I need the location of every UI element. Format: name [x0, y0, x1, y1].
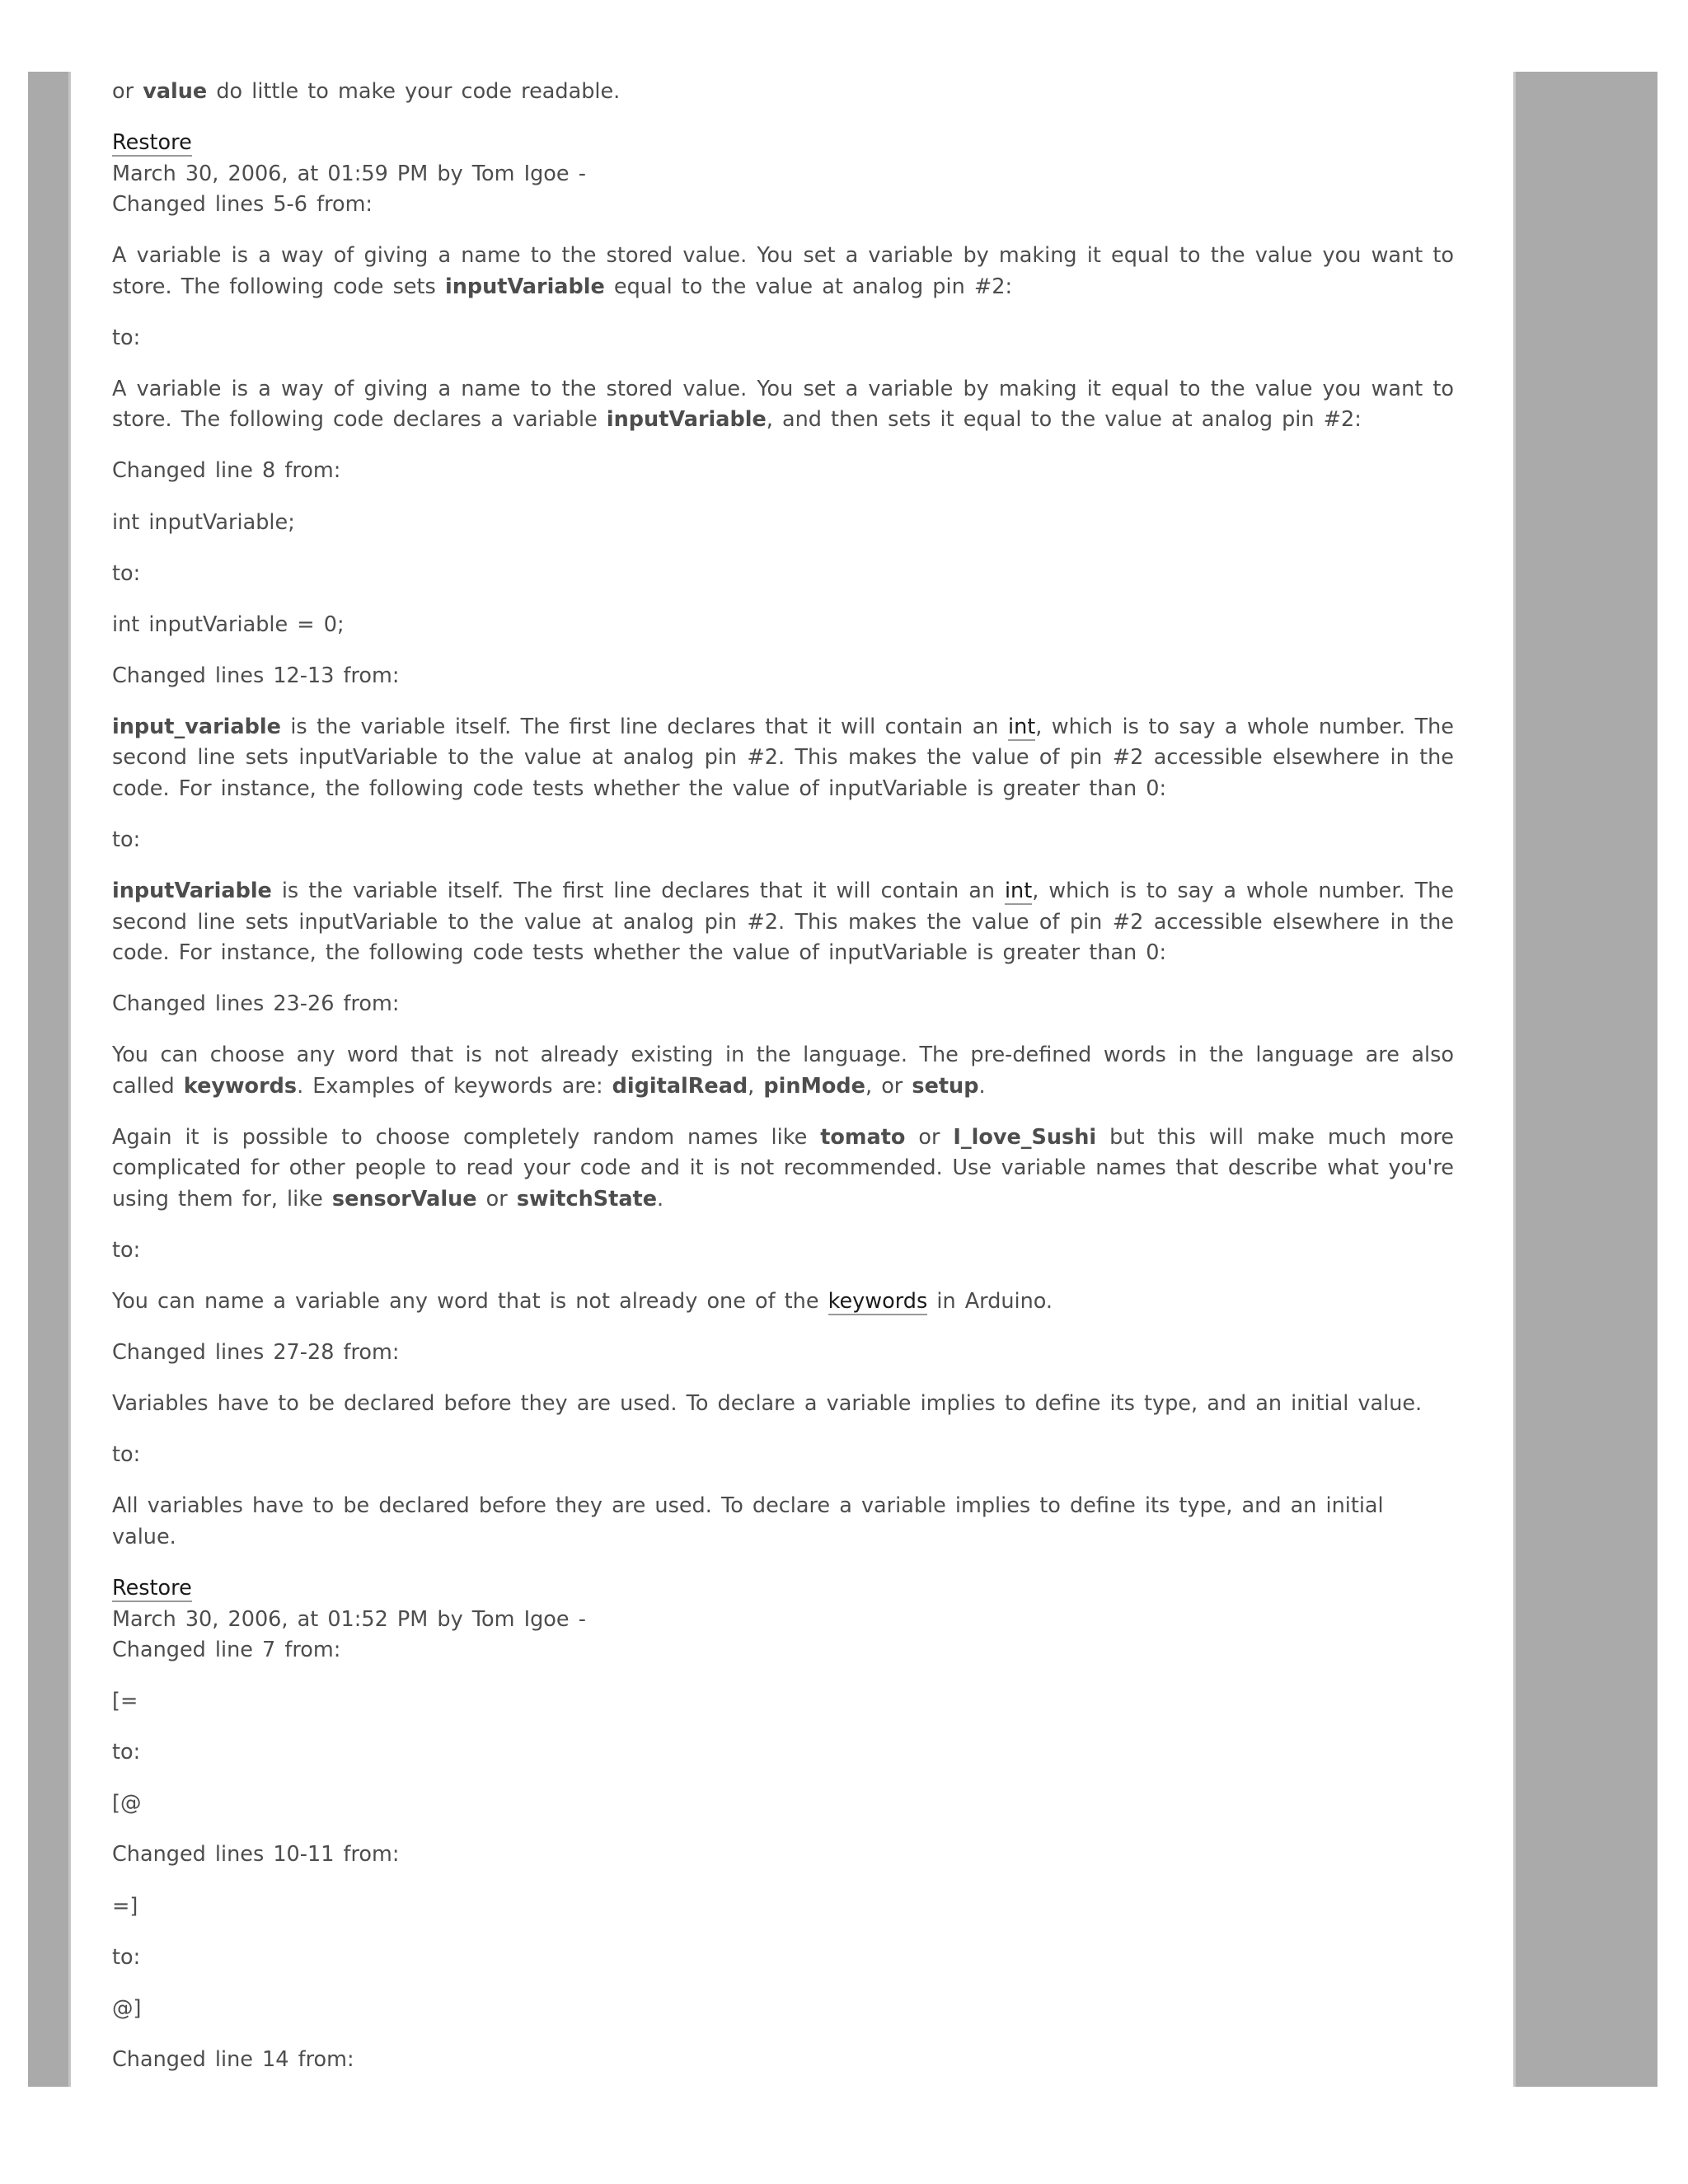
- to-label: to:: [112, 827, 141, 853]
- restore-link[interactable]: Restore: [112, 130, 192, 156]
- change-from-text: Again it is possible to choose completely random names like tomato or I_love_Sushi but this will make much more complicated for other people to read your code and it is not recommended. Use variable names that describe what you're using them for, like sensorValue or switchState.: [112, 1124, 1455, 1212]
- change-heading: Changed line 14 from:: [112, 2046, 354, 2072]
- change-from-text: input_variable is the variable itself. The first line declares that it will contain an int, which is to say a whole number. The second line sets inputVariable to the value at analog pin #2. This makes the value of pin #2 accessible elsewhere in the code. For instance, the following code tests whether the value of inputVariable is greater than 0:: [112, 714, 1454, 801]
- change-to-text: All variables have to be declared before they are used. To declare a variable implies to define its type, and an initial value.: [112, 1493, 1384, 1549]
- to-label: to:: [112, 1740, 141, 1765]
- revision-1-header: [112, 128, 1454, 221]
- left-sidebar: [28, 72, 71, 2087]
- restore-link[interactable]: Restore: [112, 1576, 192, 1601]
- change-to-text: inputVariable is the variable itself. The first line declares that it will contain an int, which is to say a whole number. The second line sets inputVariable to the value at analog pin #2. This makes the value of pin #2 accessible elsewhere in the code. For instance, the following code tests whether the value of inputVariable is greater than 0:: [112, 879, 1454, 966]
- to-label: to:: [112, 1442, 141, 1468]
- change-from-text: Variables have to be declared before they are used. To declare a variable implies to define its type, and an initial value.: [112, 1391, 1423, 1417]
- change-from-text: =]: [112, 1893, 138, 1919]
- change-from-text: You can choose any word that is not already existing in the language. The pre-defined words in the language are also called keywords. Examples of keywords are: digitalRead, pinMode, or setup.: [112, 1043, 1454, 1099]
- change-heading: Changed lines 5-6 from:: [112, 192, 373, 218]
- change-heading: Changed line 7 from:: [112, 1638, 341, 1663]
- change-to-text: int inputVariable = 0;: [112, 612, 345, 637]
- change-heading: Changed lines 10-11 from:: [112, 1842, 400, 1868]
- change-to-text: [@: [112, 1791, 142, 1816]
- change-from-text: A variable is a way of giving a name to the stored value. You set a variable by making it equal to the value you want to store. The following code sets inputVariable equal to the value at analog pin #2:: [112, 243, 1454, 299]
- revision-meta: March 30, 2006, at 01:59 PM by Tom Igoe -: [112, 161, 586, 186]
- revision-2-header: [112, 1573, 1454, 1666]
- change-to-text: You can name a variable any word that is not already one of the keywords in Arduino.: [112, 1289, 1053, 1315]
- int-link[interactable]: int: [1004, 879, 1033, 904]
- page-history-content: [112, 77, 1454, 2096]
- keywords-link[interactable]: keywords: [828, 1289, 928, 1315]
- to-label: to:: [112, 1944, 141, 1970]
- change-heading: Changed lines 23-26 from:: [112, 991, 400, 1017]
- change-to-text: A variable is a way of giving a name to the stored value. You set a variable by making it equal to the value you want to store. The following code declares a variable inputVariable, and then sets it equal to the value at analog pin #2:: [112, 376, 1454, 433]
- int-link[interactable]: int: [1007, 714, 1036, 739]
- right-sidebar: [1513, 72, 1658, 2087]
- change-from-text: [=: [112, 1689, 138, 1714]
- to-label: to:: [112, 325, 141, 350]
- to-label: to:: [112, 560, 141, 586]
- change-from-text: int inputVariable;: [112, 509, 295, 535]
- change-heading: Changed lines 12-13 from:: [112, 663, 400, 688]
- change-to-text: @]: [112, 1995, 142, 2021]
- intro-line: or value do little to make your code readable.: [112, 79, 621, 104]
- to-label: to:: [112, 1238, 141, 1263]
- revision-meta: March 30, 2006, at 01:52 PM by Tom Igoe -: [112, 1606, 586, 1632]
- change-heading: Changed line 8 from:: [112, 458, 341, 484]
- change-heading: Changed lines 27-28 from:: [112, 1340, 400, 1366]
